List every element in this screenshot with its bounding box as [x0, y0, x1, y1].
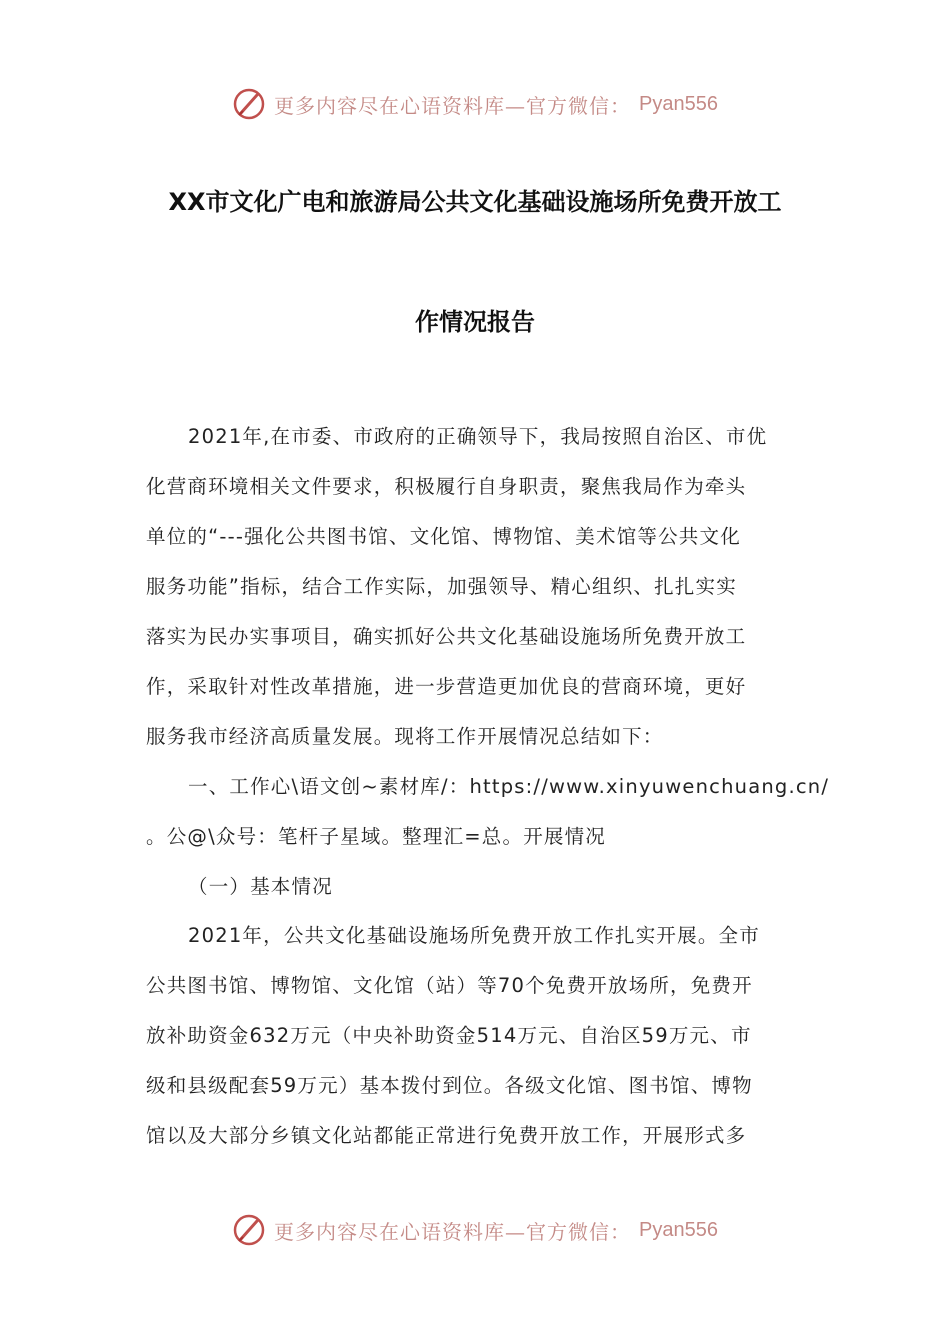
paragraph-line: 公共图书馆、博物馆、文化馆（站）等70个免费开放场所，免费开	[146, 974, 753, 997]
section-heading-line: 一、工作心\语文创~素材库/：https://www.xinyuwenchuang.cn/	[188, 775, 830, 798]
watermark-handle: Pyan556	[639, 1218, 718, 1241]
watermark-text: 更多内容尽在心语资料库—官方微信：	[274, 1219, 632, 1244]
pen-logo-icon	[232, 87, 266, 121]
paragraph-line: 馆以及大部分乡镇文化站都能正常进行免费开放工作，开展形式多	[146, 1124, 747, 1147]
document-title-line-2: 作情况报告	[415, 308, 535, 336]
pen-logo-icon	[232, 1213, 266, 1247]
paragraph-line: 2021年,在市委、市政府的正确领导下，我局按照自治区、市优	[188, 425, 768, 448]
paragraph-line: 作，采取针对性改革措施，进一步营造更加优良的营商环境，更好	[146, 675, 747, 698]
header-watermark	[0, 82, 950, 126]
footer-watermark	[0, 1208, 950, 1252]
paragraph-line: 放补助资金632万元（中央补助资金514万元、自治区59万元、市	[146, 1024, 752, 1047]
paragraph-line: 服务功能”指标，结合工作实际，加强领导、精心组织、扎扎实实	[146, 575, 737, 598]
paragraph-line: 单位的“---强化公共图书馆、文化馆、博物馆、美术馆等公共文化	[146, 525, 741, 548]
watermark-handle: Pyan556	[639, 92, 718, 115]
paragraph-line: 。公@\众号：笔杆子星域。整理汇=总。开展情况	[146, 825, 607, 848]
watermark-text: 更多内容尽在心语资料库—官方微信：	[274, 93, 632, 118]
paragraph-line: 级和县级配套59万元）基本拨付到位。各级文化馆、图书馆、博物	[146, 1074, 753, 1097]
paragraph-line: 服务我市经济高质量发展。现将工作开展情况总结如下：	[146, 725, 664, 748]
paragraph-line: 落实为民办实事项目，确实抓好公共文化基础设施场所免费开放工	[146, 625, 747, 648]
subsection-heading: （一）基本情况	[188, 875, 333, 898]
paragraph-line: 2021年，公共文化基础设施场所免费开放工作扎实开展。全市	[188, 924, 760, 947]
document-title-line-1: XX市文化广电和旅游局公共文化基础设施场所免费开放工	[168, 188, 782, 216]
paragraph-line: 化营商环境相关文件要求，积极履行自身职责，聚焦我局作为牵头	[146, 475, 747, 498]
